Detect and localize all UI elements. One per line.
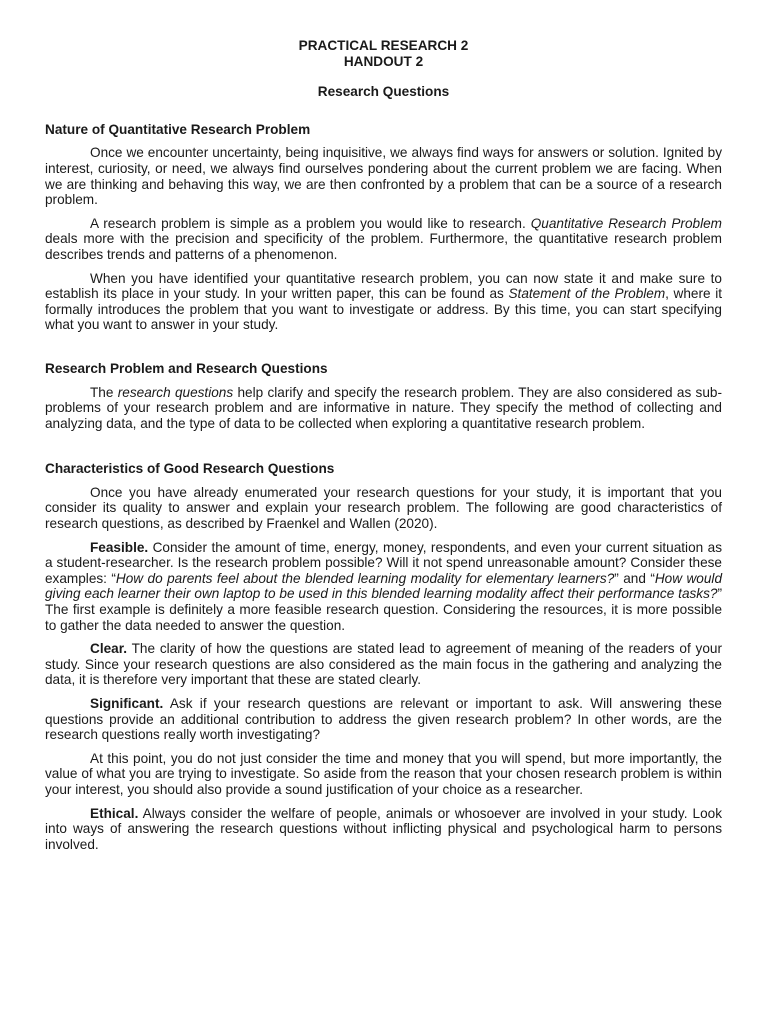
- label-ethical: Ethical.: [90, 805, 139, 821]
- course-title: PRACTICAL RESEARCH 2: [298, 38, 469, 53]
- text-run: ” and “: [614, 570, 655, 586]
- paragraph-statement-of-problem: [45, 271, 722, 333]
- paragraph-significant: [45, 696, 722, 743]
- paragraph-research-problem: [45, 216, 722, 263]
- paragraph-research-questions: [45, 385, 722, 432]
- section-heading-problem-and-questions: Research Problem and Research Questions: [45, 360, 328, 376]
- label-feasible: Feasible.: [90, 539, 149, 555]
- paragraph-uncertainty: Once we encounter uncertainty, being inquisitive, we always find ways for answers or solution. Ignited by interest, curiosity, or need, we always find ourselves pondering about the current problem we are facing. When we are thinking and behaving this way, we are then confronted by a problem that can be a source of a research problem.: [45, 145, 722, 208]
- text-run: deals more with the precision and specificity of the problem. Furthermore, the quantitative research problem describes trends and patterns of a phenomenon.: [45, 231, 722, 262]
- emphasis-term: Quantitative Research Problem: [530, 215, 722, 231]
- emphasis-term: Statement of the Problem: [508, 286, 666, 302]
- paragraph-characteristics-intro: Once you have already enumerated your research questions for your study, it is important that you consider its quality to answer and explain your research problem. The following are good characteristics of research questions, as described by Fraenkel and Wallen (2020).: [45, 484, 722, 532]
- example-question-2: How would giving each learner their own laptop to be used in this blended learning modality affect their performance tasks?: [45, 570, 722, 602]
- handout-page: [45, 38, 722, 852]
- paragraph-clear: [45, 641, 722, 688]
- text-run: A research problem is simple as a problem you would like to research.: [90, 215, 531, 231]
- section-heading-characteristics: Characteristics of Good Research Questions: [45, 461, 335, 477]
- text-run: Consider the amount of time, energy, money, respondents, and even your current situation as a student-researcher. Is the research problem possible? Will it not spend unreasonable amount? Consider these examples: “: [45, 539, 722, 586]
- paragraph-feasible: [45, 540, 722, 634]
- label-significant: Significant.: [90, 696, 164, 711]
- topic-title: Research Questions: [317, 84, 450, 100]
- label-clear: Clear.: [90, 641, 128, 657]
- text-run: The clarity of how the questions are stated lead to agreement of meaning of the readers of your study. Since your research questions are also considered as the main focus in the gathering and analyzing the data, it is therefore very important that these are stated clearly.: [45, 641, 722, 688]
- text-run: help clarify and specify the research problem. They are also considered as sub-problems of your research problem and are informative in nature. They specify the method of collecting and analyzing data, and the type of data to be collected when exploring a quantitative research problem.: [45, 384, 723, 431]
- emphasis-term: research questions: [117, 384, 234, 400]
- text-run: ” The first example is definitely a more feasible research question. Considering the resources, it is more possible to gather the data needed to answer the question.: [45, 586, 722, 633]
- text-run: The: [90, 384, 118, 400]
- section-heading-nature: Nature of Quantitative Research Problem: [45, 121, 311, 137]
- paragraph-ethical: [45, 806, 722, 853]
- example-question-1: How do parents feel about the blended learning modality for elementary learners?: [115, 570, 615, 586]
- text-run: Ask if your research questions are relevant or important to ask. Will answering these questions provide an additional contribution to address the given research problem? In other words, are the research questions really worth investigating?: [45, 696, 722, 743]
- text-run: Always consider the welfare of people, animals or whosoever are involved in your study. Look into ways of answering the research questions without inflicting physical and psychological harm to persons involved.: [45, 805, 722, 852]
- handout-number: HANDOUT 2: [343, 53, 424, 69]
- text-run: , where it formally introduces the problem that you want to investigate or address. By this time, you can start specifying what you want to answer in your study.: [45, 286, 722, 333]
- paragraph-significant-continued: At this point, you do not just consider the time and money that you will spend, but more importantly, the value of what you are trying to investigate. So aside from the reason that your chosen research problem is within your interest, you should also provide a sound justification of your choice as a researcher.: [45, 750, 722, 797]
- text-run: When you have identified your quantitative research problem, you can now state it and make sure to establish its place in your study. In your written paper, this can be found as: [45, 270, 722, 302]
